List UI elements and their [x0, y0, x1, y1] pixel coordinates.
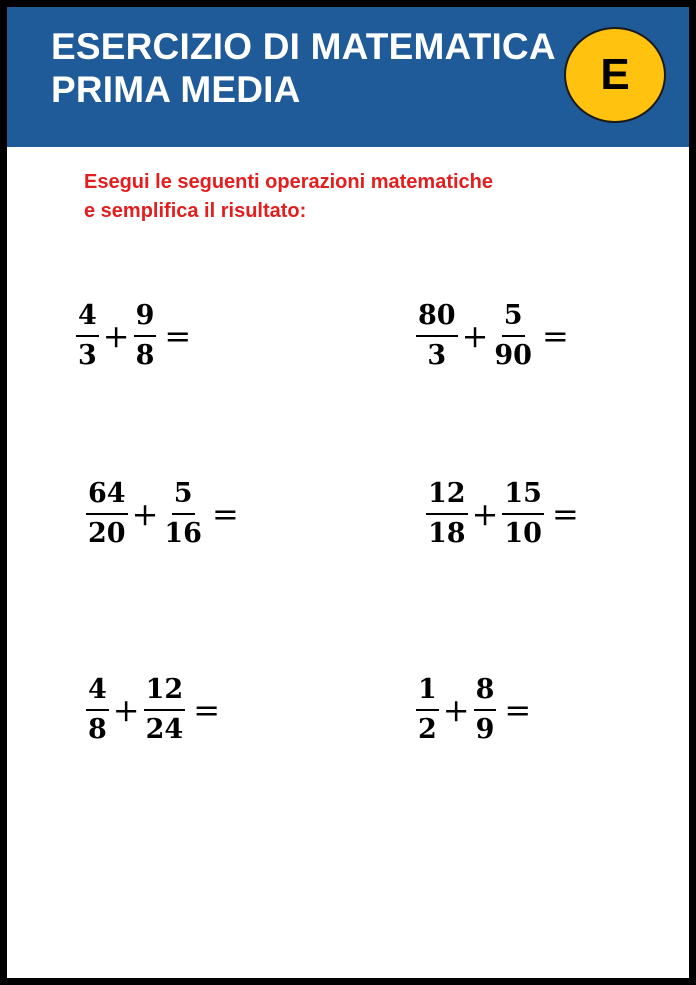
denominator: 9 — [475, 714, 495, 745]
fraction-a — [426, 478, 468, 550]
denominator: 3 — [78, 340, 97, 371]
denominator: 20 — [88, 518, 126, 549]
exercise-3 — [86, 478, 239, 550]
fraction-a — [86, 674, 109, 746]
fraction-a — [76, 300, 99, 372]
equals-sign: = — [504, 691, 532, 729]
exercise-6 — [416, 674, 531, 746]
equals-sign: = — [551, 495, 579, 533]
fraction-b — [474, 674, 497, 746]
fraction-a — [416, 674, 439, 746]
exercise-1 — [76, 300, 191, 372]
page-title-line-1: ESERCIZIO DI MATEMATICA — [51, 26, 556, 67]
page-title — [51, 25, 556, 111]
equals-sign: = — [193, 691, 220, 729]
instructions-text — [84, 168, 493, 226]
numerator: 12 — [144, 674, 186, 711]
plus-sign: + — [471, 495, 499, 533]
fraction-a — [86, 478, 128, 550]
numerator: 1 — [416, 674, 439, 711]
fraction-b — [502, 478, 544, 550]
equals-sign: = — [541, 317, 569, 355]
denominator: 10 — [504, 518, 542, 549]
exercise-2 — [416, 300, 569, 372]
instructions-line-1: Esegui le seguenti operazioni matematiche — [84, 171, 494, 193]
plus-sign: + — [112, 691, 140, 729]
denominator: 24 — [145, 714, 184, 745]
numerator: 12 — [426, 478, 468, 515]
instructions-line-2: e semplifica il risultato: — [84, 200, 307, 222]
plus-sign: + — [442, 691, 470, 729]
numerator: 4 — [86, 674, 109, 711]
plus-sign: + — [131, 495, 159, 533]
fraction-b — [492, 300, 534, 372]
fraction-b — [144, 674, 186, 746]
exercise-5 — [86, 674, 220, 746]
denominator: 90 — [494, 340, 532, 371]
equals-sign: = — [164, 317, 192, 355]
equals-sign: = — [211, 495, 239, 533]
numerator: 80 — [416, 300, 458, 337]
denominator: 18 — [428, 518, 466, 549]
numerator: 9 — [134, 300, 157, 337]
numerator: 64 — [86, 478, 128, 515]
plus-sign: + — [102, 317, 130, 355]
fraction-b — [134, 300, 157, 372]
denominator: 8 — [135, 340, 155, 371]
numerator: 5 — [502, 300, 525, 337]
plus-sign: + — [461, 317, 489, 355]
page-title-line-2: PRIMA MEDIA — [51, 69, 301, 110]
denominator: 16 — [164, 518, 202, 549]
denominator: 8 — [88, 714, 107, 745]
level-badge: E — [564, 27, 666, 123]
denominator: 3 — [427, 340, 447, 371]
exercise-4 — [426, 478, 579, 550]
numerator: 15 — [502, 478, 544, 515]
fraction-b — [162, 478, 204, 550]
numerator: 8 — [474, 674, 497, 711]
numerator: 5 — [172, 478, 195, 515]
numerator: 4 — [76, 300, 99, 337]
fraction-a — [416, 300, 458, 372]
denominator: 2 — [418, 714, 437, 745]
